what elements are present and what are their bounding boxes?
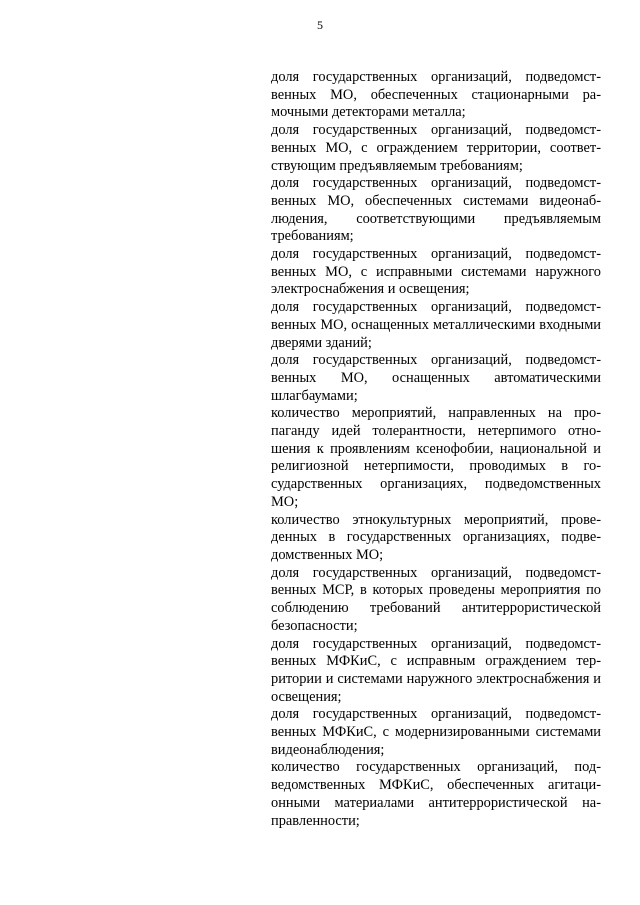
list-item: доля государственных организаций, подведомственных МО, оснащенных автоматическими шлагбаумами;	[271, 352, 601, 404]
list-item: количество мероприятий, направленных на пропаганду идей толерантности, нетерпимого отношения к проявлениям ксенофобии, национальной и религиозной нетерпимости, проводимых в государственных организациях, подведомственных МО;	[271, 405, 601, 510]
list-item: доля государственных организаций, подведомственных МО, с ограждением территории, соответствующим предъявляемым требованиям;	[271, 122, 601, 174]
page-number: 5	[317, 18, 323, 32]
list-item: количество этнокультурных мероприятий, проведенных в государственных организациях, подведомственных МО;	[271, 511, 601, 563]
list-item: количество государственных организаций, подведомственных МФКиС, обеспеченных агитационными материалами антитеррористической направленности;	[271, 759, 601, 829]
list-item: доля государственных организаций, подведомственных МО, обеспеченных стационарными рамочными детекторами металла;	[271, 69, 601, 121]
list-item: доля государственных организаций, подведомственных МФКиС, с исправным ограждением территории и системами наружного электроснабжения и освещения;	[271, 635, 601, 705]
list-item: доля государственных организаций, подведомственных МО, обеспеченных системами видеонаблюдения, соответствующими предъявляемым требованиям;	[271, 175, 601, 245]
document-body	[271, 69, 601, 830]
list-item: доля государственных организаций, подведомственных МО, оснащенных металлическими входными дверями зданий;	[271, 299, 601, 351]
list-item: доля государственных организаций, подведомственных МО, с исправными системами наружного электроснабжения и освещения;	[271, 246, 601, 298]
list-item: доля государственных организаций, подведомственных МФКиС, с модернизированными системами видеонаблюдения;	[271, 706, 601, 758]
list-item: доля государственных организаций, подведомственных МСР, в которых проведены мероприятия по соблюдению требований антитеррористической безопасности;	[271, 564, 601, 634]
